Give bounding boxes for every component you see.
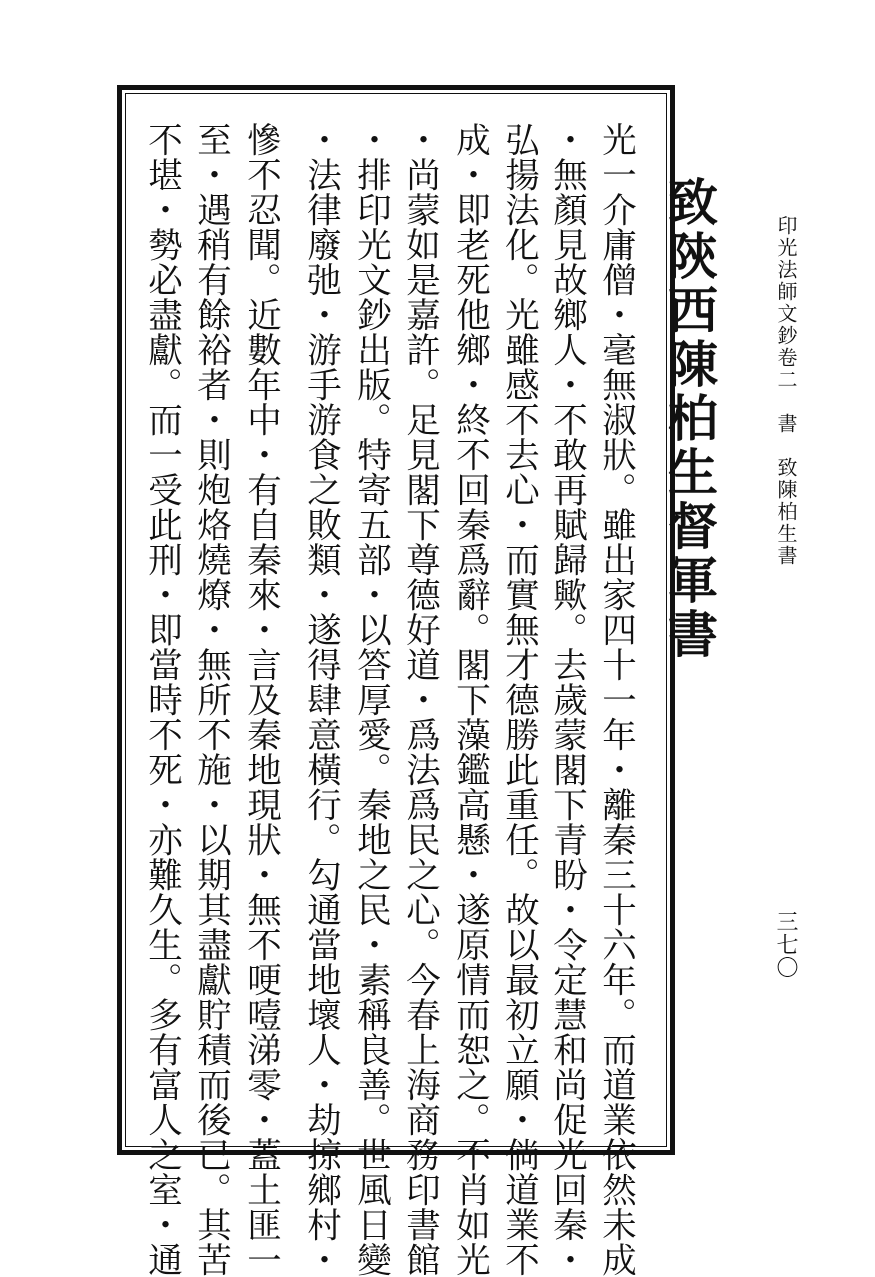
text-column: 成・即老死他鄉・終不回秦爲辭。閣下藻鑑高懸・遂原情而恕之。不肖如光 (449, 122, 490, 1277)
text-column: 慘不忍聞。近數年中・有自秦來・言及秦地現狀・無不哽噎涕零・蓋土匪一 (240, 122, 281, 1277)
letter-title: 致陝西陳柏生督軍書 (660, 176, 719, 662)
text-column: 弘揚法化。光雖感不去心・而實無才德勝此重任。故以最初立願・倘道業不 (498, 122, 539, 1277)
text-column: 不堪・勢必盡獻。而一受此刑・即當時不死・亦難久生。多有富人之室・通 (141, 122, 182, 1277)
page-number: 三七〇 (773, 910, 798, 979)
running-head: 印光法師文鈔卷二 書 致陳柏生書 (774, 215, 798, 567)
text-column: 光一介庸僧・毫無淑狀。雖出家四十一年・離秦三十六年。而道業依然未成 (595, 122, 636, 1277)
text-column: 至・遇稍有餘裕者・則炮烙燒燎・無所不施・以期其盡獻貯積而後已。其苦 (190, 122, 231, 1277)
text-column: ・排印光文鈔出版。特寄五部・以答厚愛。秦地之民・素稱良善。世風日變 (350, 122, 391, 1277)
text-column: ・法律廢弛・游手游食之敗類・遂得肆意橫行。勾通當地壞人・劫掠鄉村・ (300, 122, 341, 1277)
text-column: ・尚蒙如是嘉許。足見閣下尊德好道・爲法爲民之心。今春上海商務印書館 (399, 122, 440, 1277)
text-column: ・無顏見故鄉人・不敢再賦歸歟。去歲蒙閣下青盼・令定慧和尚促光回秦・ (546, 122, 587, 1277)
